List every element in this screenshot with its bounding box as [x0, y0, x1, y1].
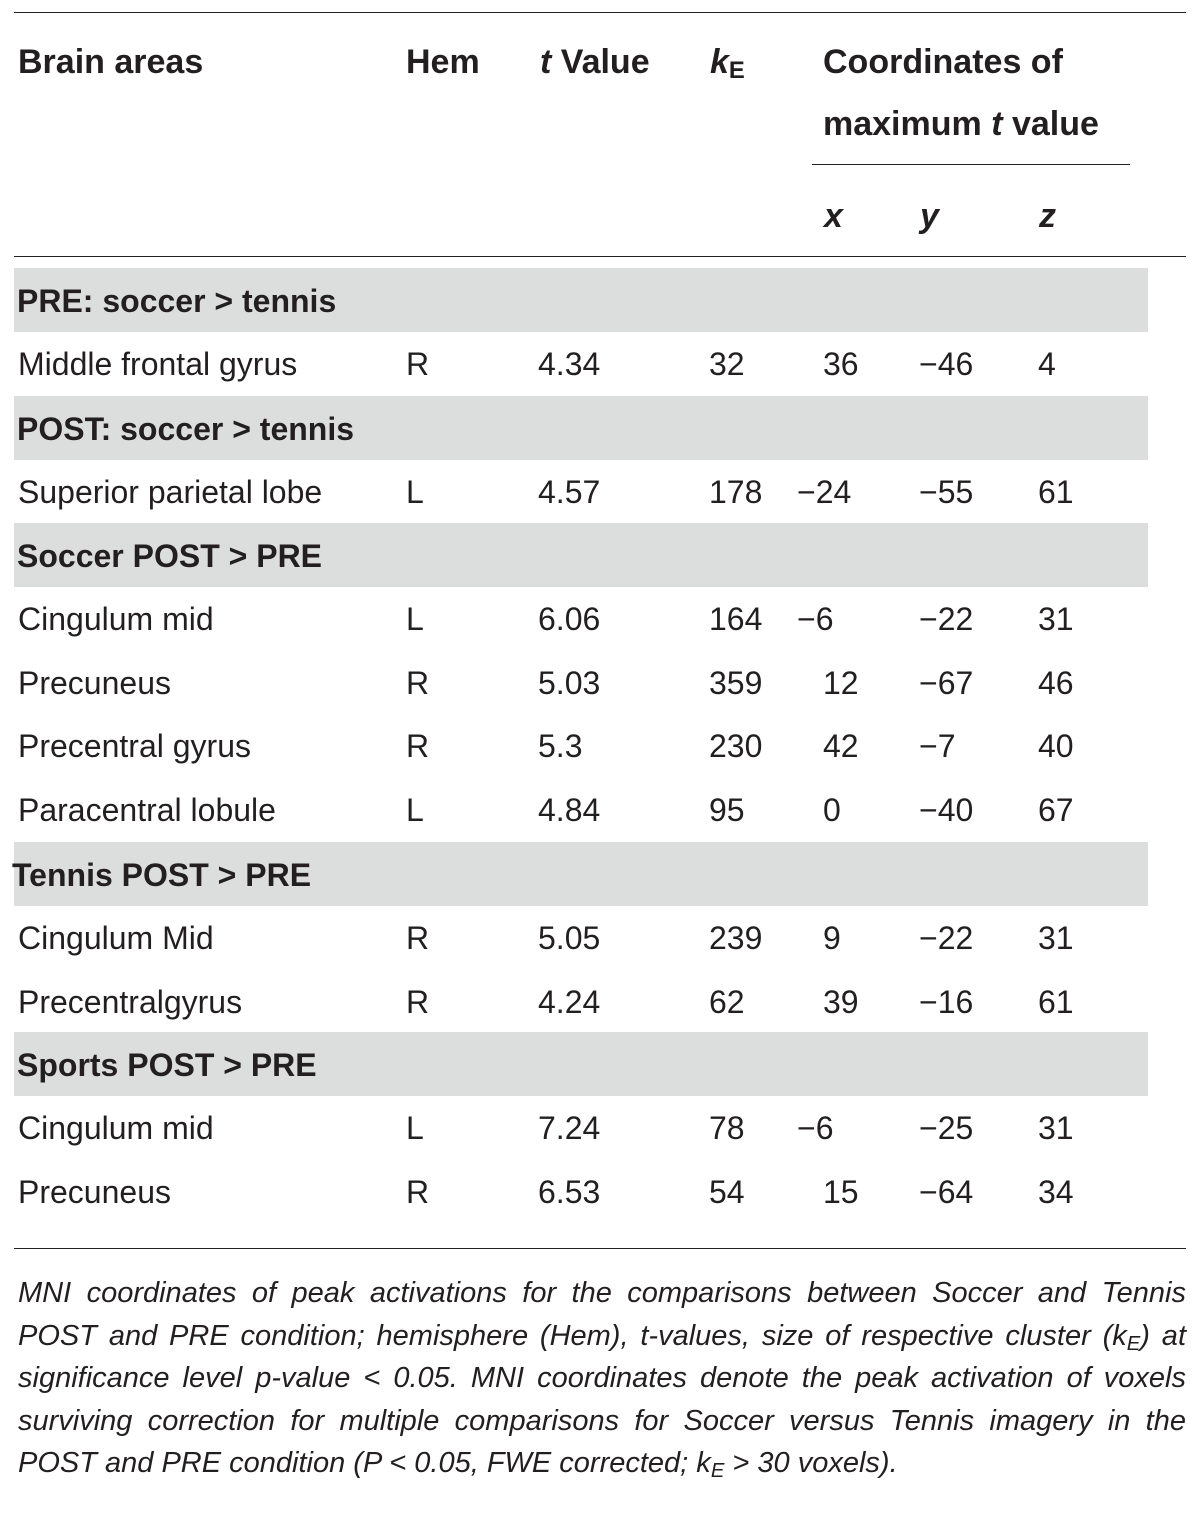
- group-label: POST: soccer > tennis: [17, 411, 355, 447]
- cell-hem: R: [406, 728, 430, 765]
- cell-y: −64: [919, 1173, 974, 1210]
- cell-x: −6: [797, 1110, 834, 1146]
- cell-area: Superior parietal lobe: [18, 474, 323, 510]
- cell-area: Cingulum mid: [18, 1110, 214, 1146]
- cell-area: Precentral gyrus: [18, 728, 251, 765]
- cell-hem: L: [406, 474, 424, 510]
- cell-t-value: 5.03: [538, 664, 601, 701]
- cell-k-e: 239: [709, 920, 763, 956]
- header-k-e: $k_E$: [710, 43, 745, 84]
- cell-x: 15: [823, 1173, 859, 1210]
- cell-y: −67: [919, 664, 974, 701]
- cell-hem: L: [406, 601, 424, 637]
- cell-hem: L: [406, 1110, 424, 1146]
- cell-y: −55: [919, 474, 974, 510]
- cell-x: 42: [823, 728, 859, 765]
- cell-t-value: 4.84: [538, 792, 601, 829]
- group-label: Tennis POST > PRE: [12, 857, 312, 893]
- header-coordinates-line2: maximum t value: [823, 105, 1099, 143]
- coords-underline: [812, 164, 1130, 165]
- table-bottom-rule: [14, 1248, 1186, 1249]
- cell-t-value: 6.53: [538, 1173, 601, 1210]
- cell-y: −22: [919, 601, 974, 637]
- cell-x: −6: [797, 601, 834, 637]
- cell-z: 4: [1038, 346, 1056, 382]
- cell-z: 61: [1038, 474, 1074, 510]
- table-caption: MNI coordinates of peak activations for the comparisons between Soccer and Tennis POST and PRE condition; hemisphere (Hem), t-values, size of respective cluster $(k_E)$ at significance level p-value < 0.05. MNI coordinates denote the peak activation of voxels surviving correction for multiple comparisons for Soccer versus Tennis imagery in the POST and PRE condition (P < 0.05, FWE corrected; $k_E > 30$ voxels).: [18, 1277, 1186, 1482]
- cell-y: −7: [919, 728, 956, 765]
- cell-x: 36: [823, 346, 859, 382]
- cell-k-e: 230: [709, 728, 763, 765]
- cell-k-e: 359: [709, 664, 763, 701]
- cell-k-e: 62: [709, 983, 745, 1020]
- cell-area: Middle frontal gyrus: [18, 346, 298, 382]
- cell-area: Precuneus: [18, 664, 171, 701]
- cell-area: Precuneus: [18, 1173, 171, 1210]
- cell-z: 67: [1038, 792, 1074, 829]
- cell-t-value: 4.34: [538, 346, 601, 382]
- cell-z: 34: [1038, 1173, 1074, 1210]
- cell-z: 31: [1038, 601, 1074, 637]
- header-x: x: [824, 197, 843, 235]
- cell-hem: L: [406, 792, 424, 829]
- group-label: PRE: soccer > tennis: [17, 283, 337, 319]
- cell-t-value: 7.24: [538, 1110, 601, 1146]
- cell-z: 61: [1038, 983, 1074, 1020]
- header-coordinates-line1: Coordinates of: [823, 43, 1063, 81]
- cell-z: 31: [1038, 920, 1074, 956]
- cell-y: −25: [919, 1110, 974, 1146]
- header-brain-areas: Brain areas: [18, 43, 204, 81]
- cell-y: −46: [919, 346, 974, 382]
- cell-y: −22: [919, 920, 974, 956]
- cell-hem: R: [406, 983, 430, 1020]
- cell-z: 46: [1038, 664, 1074, 701]
- cell-z: 40: [1038, 728, 1074, 765]
- cell-k-e: 164: [709, 601, 763, 637]
- cell-x: 12: [823, 664, 859, 701]
- cell-hem: R: [406, 920, 430, 956]
- cell-x: 39: [823, 983, 859, 1020]
- cell-t-value: 5.3: [538, 728, 583, 765]
- cell-z: 31: [1038, 1110, 1074, 1146]
- cell-k-e: 95: [709, 792, 745, 829]
- cell-x: −24: [797, 474, 852, 510]
- cell-k-e: 178: [709, 474, 763, 510]
- cell-area: Paracentral lobule: [18, 792, 276, 829]
- top-rule: [14, 12, 1186, 13]
- cell-y: −16: [919, 983, 974, 1020]
- cell-hem: R: [406, 1173, 430, 1210]
- cell-k-e: 32: [709, 346, 745, 382]
- cell-k-e: 54: [709, 1173, 745, 1210]
- cell-y: −40: [919, 792, 974, 829]
- cell-hem: R: [406, 346, 430, 382]
- header-bottom-rule: [14, 256, 1186, 257]
- group-label: Sports POST > PRE: [17, 1047, 317, 1083]
- cell-area: Precentralgyrus: [18, 983, 243, 1020]
- cell-k-e: 78: [709, 1110, 745, 1146]
- header-t-value: t Value: [540, 43, 650, 81]
- cell-area: Cingulum Mid: [18, 920, 214, 956]
- cell-t-value: 4.57: [538, 474, 601, 510]
- cell-x: 9: [823, 920, 841, 956]
- cell-t-value: 4.24: [538, 983, 601, 1020]
- cell-hem: R: [406, 664, 430, 701]
- header-y: y: [920, 197, 939, 235]
- group-label: Soccer POST > PRE: [17, 538, 323, 574]
- cell-x: 0: [823, 792, 841, 829]
- cell-t-value: 6.06: [538, 601, 601, 637]
- header-z: z: [1039, 197, 1056, 235]
- header-hem: Hem: [406, 43, 480, 81]
- cell-t-value: 5.05: [538, 920, 601, 956]
- cell-area: Cingulum mid: [18, 601, 214, 637]
